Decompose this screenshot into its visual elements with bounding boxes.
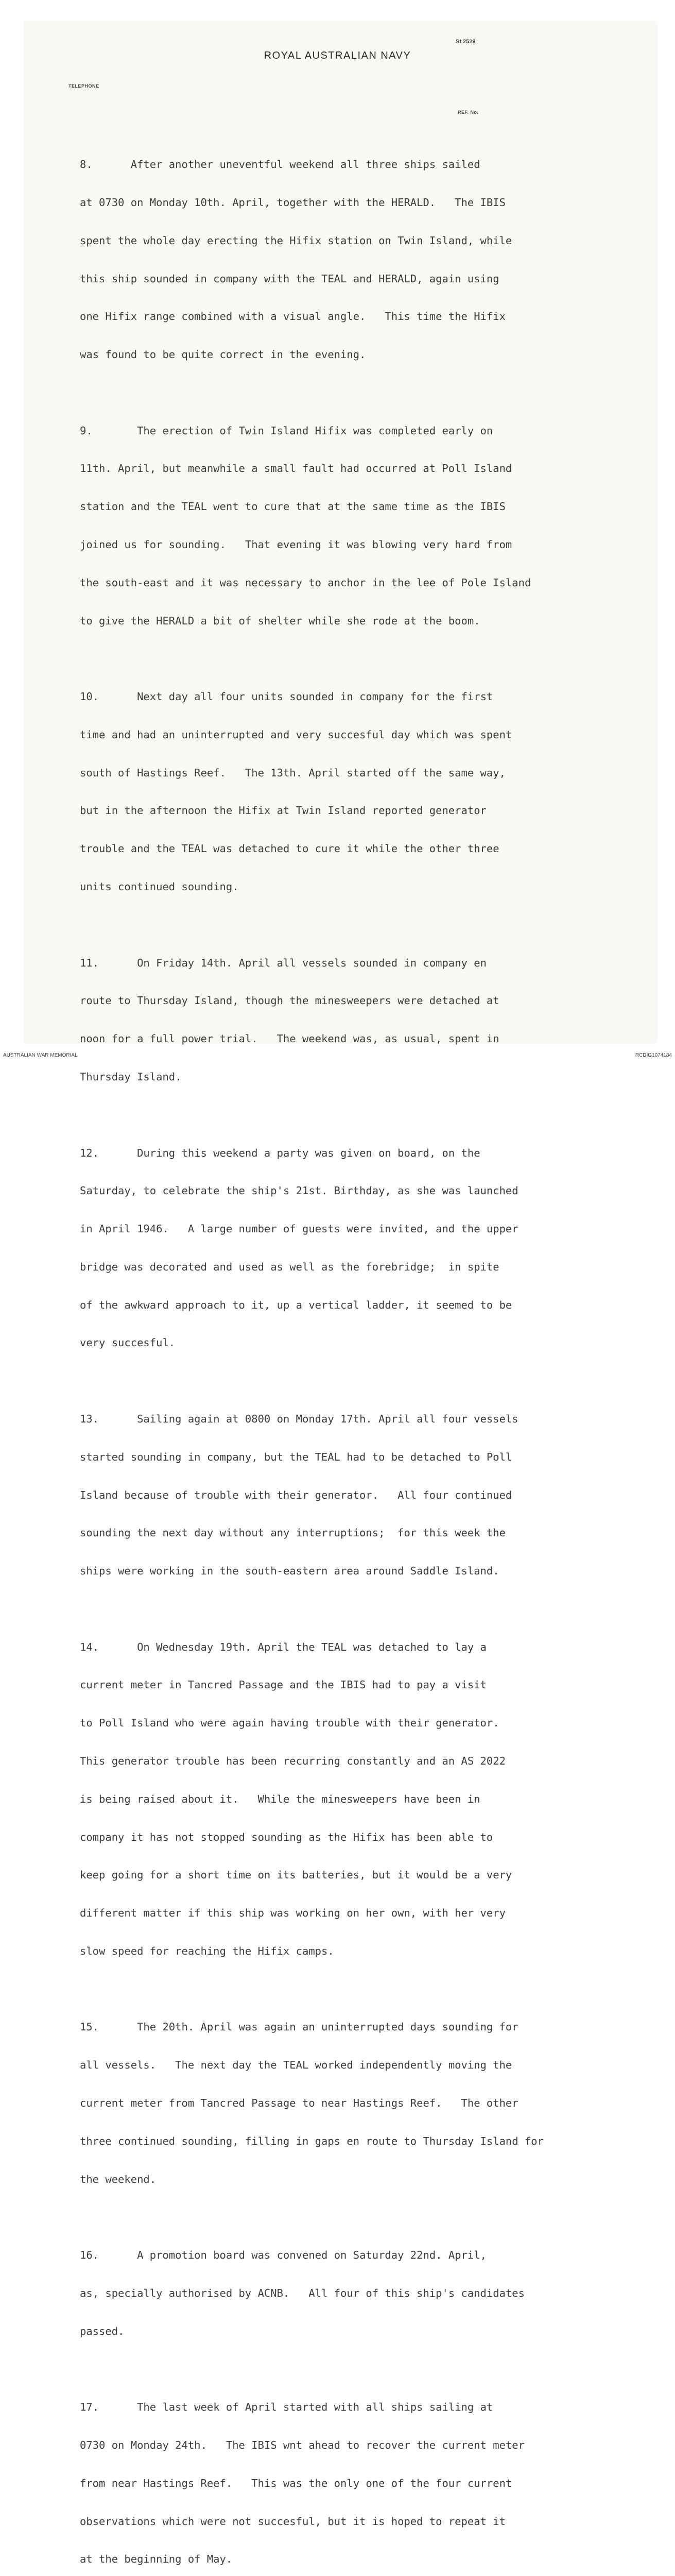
paragraph-line: sounding the next day without any interruptions; for this week the <box>80 1527 506 1539</box>
paragraph-line: time and had an uninterrupted and very succesful day which was spent <box>80 728 512 741</box>
paragraph-line: Saturday, to celebrate the ship's 21st. Birthday, as she was launched <box>80 1184 518 1197</box>
paragraph-line: ships were working in the south-eastern area around Saddle Island. <box>80 1565 499 1578</box>
paragraph-line: noon for a full power trial. The weekend was, as usual, spent in <box>80 1032 499 1045</box>
paragraph-line: The 20th. April was again an uninterrupted days sounding for <box>137 2021 518 2033</box>
paragraph-line: spent the whole day erecting the Hifix station on Twin Island, while <box>80 234 512 247</box>
paragraph-line: joined us for sounding. That evening it was blowing very hard from <box>80 538 512 551</box>
paragraph-line: bridge was decorated and used as well as the forebridge; in spite <box>80 1260 499 1273</box>
paragraph-line: route to Thursday Island, though the minesweepers were detached at <box>80 994 499 1007</box>
paragraph-line: was found to be quite correct in the evening. <box>80 348 366 361</box>
ref-no-label: REF. No. <box>458 110 479 115</box>
paragraph-line: from near Hastings Reef. This was the only one of the four current <box>80 2477 512 2489</box>
paragraph-line: Next day all four units sounded in company for the first <box>137 690 493 703</box>
paragraph-line: On Friday 14th. April all vessels sounded in company en <box>137 956 487 969</box>
paragraph-line: all vessels. The next day the TEAL worked independently moving the <box>80 2059 512 2072</box>
paragraph-11 <box>80 931 636 1108</box>
paragraph-line: units continued sounding. <box>80 880 239 893</box>
paragraph-line: but in the afternoon the Hifix at Twin Island reported generator <box>80 804 487 817</box>
report-body <box>80 133 636 2576</box>
paragraph-number: 11. <box>80 956 99 969</box>
paragraph-line: to give the HERALD a bit of shelter while she rode at the boom. <box>80 614 480 627</box>
paragraph-12 <box>80 1121 636 1375</box>
paragraph-line: the south-east and it was necessary to anchor in the lee of Pole Island <box>80 576 531 589</box>
paragraph-line: this ship sounded in company with the TEAL and HERALD, again using <box>80 272 499 285</box>
paragraph-number: 10. <box>80 690 99 703</box>
paragraph-line: in April 1946. A large number of guests were invited, and the upper <box>80 1223 518 1235</box>
paragraph-line: very succesful. <box>80 1336 176 1349</box>
paragraph-line: trouble and the TEAL was detached to cure it while the other three <box>80 842 499 855</box>
paragraph-line: to Poll Island who were again having trouble with their generator. <box>80 1717 499 1730</box>
paragraph-line: different matter if this ship was working on her own, with her very <box>80 1907 506 1920</box>
telephone-label: TELEPHONE <box>68 83 99 89</box>
paragraph-17 <box>80 2376 636 2576</box>
paragraph-line: at the beginning of May. <box>80 2553 233 2566</box>
paragraph-number: 13. <box>80 1412 99 1425</box>
paragraph-line: of the awkward approach to it, up a vertical ladder, it seemed to be <box>80 1298 512 1311</box>
paragraph-14 <box>80 1615 636 1982</box>
paragraph-line: is being raised about it. While the minesweepers have been in <box>80 1792 480 1805</box>
archive-id: RCDIG1074184 <box>635 1053 672 1058</box>
paragraph-line: After another uneventful weekend all three ships sailed <box>130 158 480 171</box>
paragraph-13 <box>80 1387 636 1603</box>
paragraph-line: company it has not stopped sounding as the Hifix has been able to <box>80 1831 493 1843</box>
paragraph-line: Sailing again at 0800 on Monday 17th. April all four vessels <box>137 1412 518 1425</box>
paragraph-line: at 0730 on Monday 10th. April, together with the HERALD. The IBIS <box>80 196 506 209</box>
paragraph-line: one Hifix range combined with a visual angle. This time the Hifix <box>80 310 506 323</box>
paragraph-line: passed. <box>80 2325 125 2337</box>
paragraph-line: Thursday Island. <box>80 1070 182 1083</box>
paragraph-line: the weekend. <box>80 2173 157 2185</box>
paragraph-number: 12. <box>80 1146 99 1159</box>
paragraph-line: keep going for a short time on its batteries, but it would be a very <box>80 1869 512 1882</box>
paragraph-line: The last week of April started with all ships sailing at <box>137 2401 493 2414</box>
paragraph-line: A promotion board was convened on Saturday 22nd. April, <box>137 2249 487 2262</box>
paragraph-number: 9. <box>80 424 93 437</box>
archive-credit: AUSTRALIAN WAR MEMORIAL <box>3 1053 78 1058</box>
paragraph-line: south of Hastings Reef. The 13th. April started off the same way, <box>80 766 506 779</box>
letterhead-title: ROYAL AUSTRALIAN NAVY <box>264 50 411 61</box>
paragraph-line: station and the TEAL went to cure that at the same time as the IBIS <box>80 500 506 513</box>
paragraph-line: slow speed for reaching the Hifix camps. <box>80 1944 334 1957</box>
paragraph-line: as, specially authorised by ACNB. All four of this ship's candidates <box>80 2286 525 2299</box>
paragraph-8 <box>80 133 636 386</box>
paragraph-10 <box>80 665 636 919</box>
paragraph-line: observations which were not succesful, but it is hoped to repeat it <box>80 2515 506 2528</box>
paragraph-16 <box>80 2224 636 2363</box>
paragraph-line: 11th. April, but meanwhile a small fault had occurred at Poll Island <box>80 462 512 475</box>
paragraph-number: 8. <box>80 158 93 171</box>
paragraph-number: 17. <box>80 2401 99 2414</box>
paragraph-line: The erection of Twin Island Hifix was completed early on <box>137 424 493 437</box>
paragraph-line: current meter from Tancred Passage to near Hastings Reef. The other <box>80 2097 518 2110</box>
paragraph-line: This generator trouble has been recurring constantly and an AS 2022 <box>80 1755 506 1767</box>
paragraph-line: current meter in Tancred Passage and the IBIS had to pay a visit <box>80 1679 487 1691</box>
paragraph-9 <box>80 399 636 652</box>
paragraph-line: started sounding in company, but the TEAL had to be detached to Poll <box>80 1450 512 1463</box>
paragraph-15 <box>80 1995 636 2211</box>
paragraph-line: On Wednesday 19th. April the TEAL was detached to lay a <box>137 1640 487 1653</box>
paragraph-number: 15. <box>80 2021 99 2033</box>
reference-code: St 2529 <box>456 39 476 45</box>
paragraph-line: Island because of trouble with their generator. All four continued <box>80 1488 512 1501</box>
paragraph-number: 14. <box>80 1640 99 1653</box>
paragraph-line: During this weekend a party was given on board, on the <box>137 1146 480 1159</box>
paragraph-line: 0730 on Monday 24th. The IBIS wnt ahead to recover the current meter <box>80 2439 525 2452</box>
paragraph-line: three continued sounding, filling in gaps en route to Thursday Island for <box>80 2134 544 2147</box>
paragraph-number: 16. <box>80 2249 99 2262</box>
